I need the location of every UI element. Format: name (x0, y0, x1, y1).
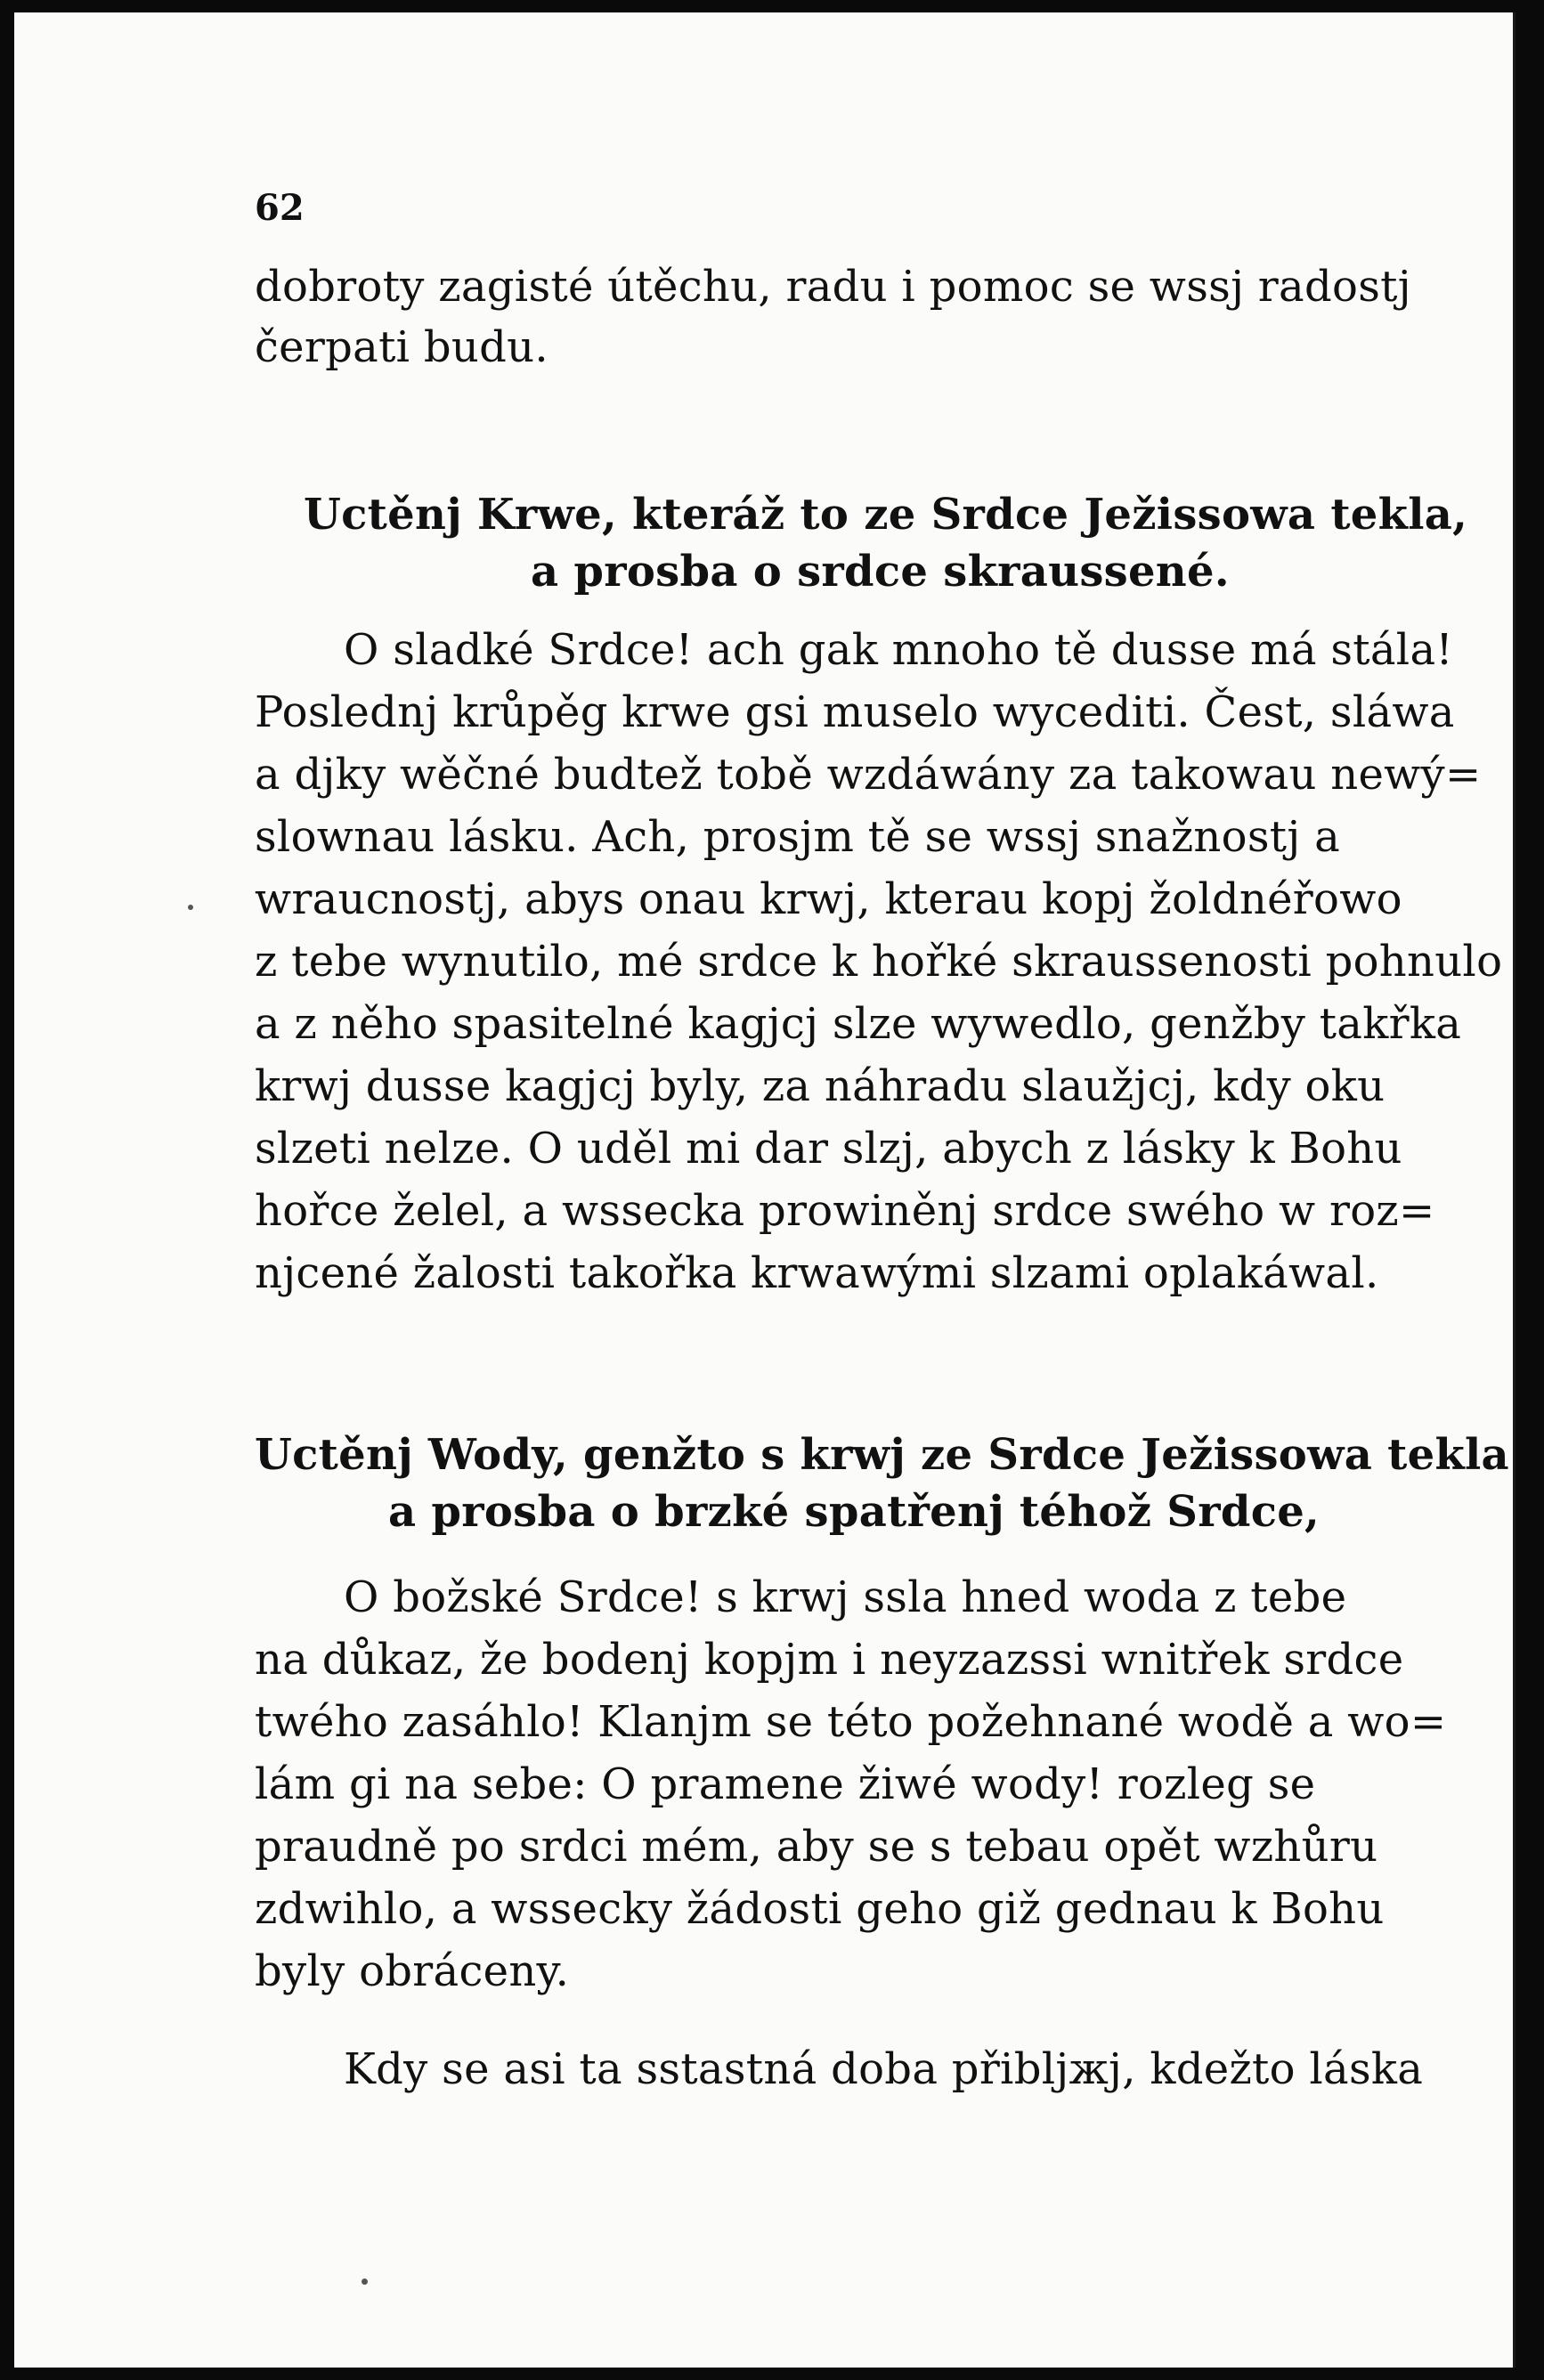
print-speck (362, 2278, 368, 2285)
book-page (14, 12, 1516, 2368)
text-line: lám gi na sebe: O pramene žiwé wody! rozleg se (255, 1759, 1316, 1809)
text-line: čerpati budu. (255, 322, 549, 372)
text-line: dobroty zagisté útěchu, radu i pomoc se wssj radostj (255, 262, 1411, 312)
text-line: a z něho spasitelné kagjcj slze wywedlo, genžby takřka (255, 999, 1462, 1049)
text-line: Poslednj krůpěg krwe gsi muselo wyceditі. Čest, sláwa (255, 687, 1455, 737)
text-line: byly obráceny. (255, 1946, 570, 1996)
section-heading-line: Uctěnj Krwe, kteráž to ze Srdce Ježissowa tekla, (304, 490, 1468, 540)
section-heading-line: a prosba o srdce skraussené. (531, 547, 1230, 597)
text-line: wraucnostj, abys onau krwj, kterau kopj žoldnéřowo (255, 874, 1402, 924)
text-line: praudně po srdci mém, aby se s tebau opět wzhůru (255, 1822, 1378, 1872)
text-line: slownau lásku. Ach, prosjm tě se wssj snažnostj a (255, 812, 1341, 862)
section-heading-line: a prosba o brzké spatřenj téhož Srdce, (388, 1487, 1321, 1537)
text-line: Kdy se asi ta sstastná doba přiblјжј, kdežto láska (344, 2044, 1424, 2094)
text-line: njcené žalosti takořka krwawými slzami oplakáwal. (255, 1248, 1379, 1298)
text-line: z tebe wynutilo, mé srdce k hořké skraussenosti pohnulo (255, 937, 1503, 987)
text-line: twého zasáhlo! Klanjm se této požehnané wodě a wo= (255, 1697, 1447, 1747)
text-line: hořce želel, a wssecka prowiněnj srdce swého w roz= (255, 1186, 1435, 1236)
text-line: O božské Srdce! s krwj ssla hned woda z tebe (344, 1572, 1347, 1622)
text-line: zdwihlo, a wssecky žádosti geho giž gednau k Bohu (255, 1884, 1385, 1934)
text-line: krwj dusse kagjcj byly, za náhradu slaužjcj, kdy oku (255, 1061, 1386, 1111)
page-number: 62 (255, 187, 305, 229)
text-line: na důkaz, že bodenj kopjm i neyzazssi wnitřek srdce (255, 1635, 1404, 1685)
section-heading-line: Uctěnj Wody, genžto s krwj ze Srdce Ježissowa tekla (255, 1430, 1509, 1480)
text-line: slzeti nelze. O uděl mi dar slzj, abych z lásky k Bohu (255, 1124, 1402, 1174)
text-line: a djky wěčné budtež tobě wzdáwány za takowau newý= (255, 750, 1482, 800)
page-edge-rule (1513, 12, 1516, 2368)
text-line: O sladké Srdce! ach gak mnoho tě dusse má stála! (344, 625, 1453, 675)
print-speck (188, 905, 193, 910)
